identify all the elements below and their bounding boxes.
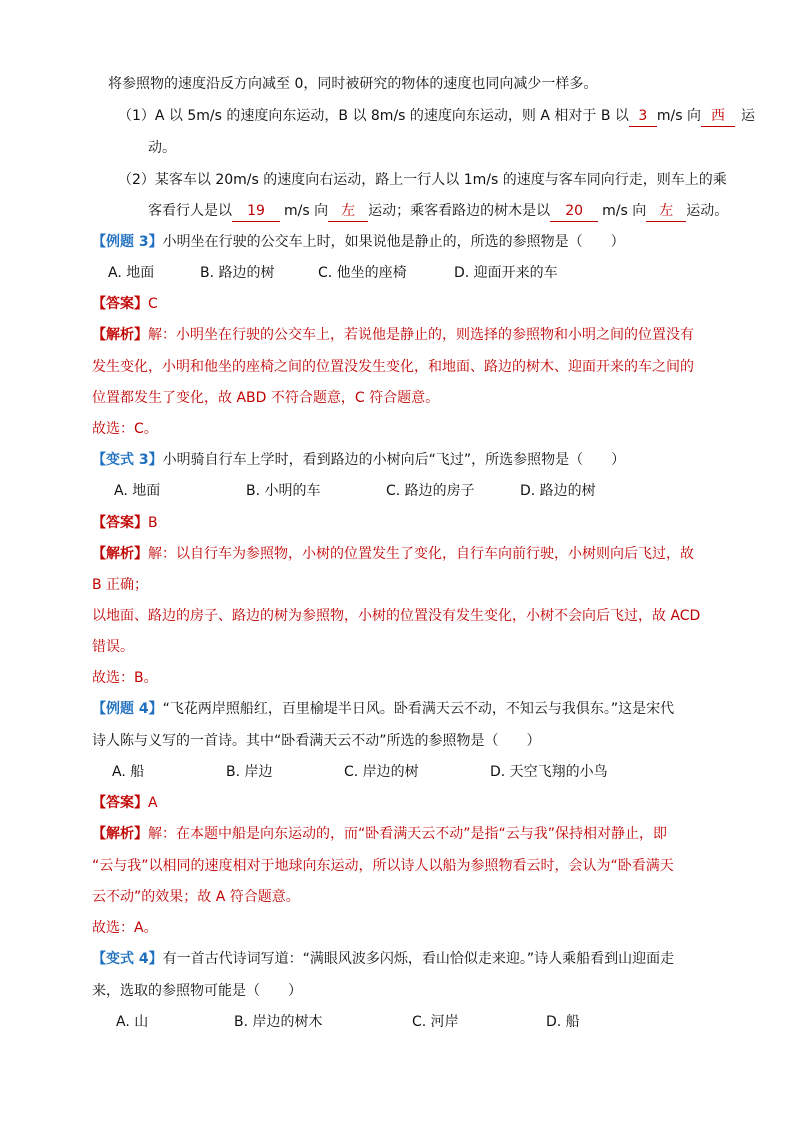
option-d: D. 天空飞翔的小鸟 — [490, 764, 608, 780]
question-text: 来，选取的参照物可能是（ ） — [92, 983, 302, 999]
option-a: A. 山 — [116, 1014, 149, 1030]
answer-line — [92, 294, 158, 314]
answer-tag: 【答案】 — [92, 515, 148, 531]
question-text: 诗人陈与义写的一首诗。其中“卧看满天云不动”所选的参照物是（ ） — [92, 733, 541, 749]
analysis-line: 云不动”的效果；故 A 符合题意。 — [92, 889, 300, 905]
question-2-text: m/s 向 — [602, 203, 647, 219]
analysis-tag: 【解析】 — [92, 327, 148, 343]
option-c: C. 岸边的树 — [344, 764, 419, 780]
question-text: 有一首古代诗词写道：“满眼风波多闪烁，看山恰似走来迎。”诗人乘船看到山迎面走 — [162, 951, 675, 967]
answer-tag: 【答案】 — [92, 795, 148, 811]
analysis-tag: 【解析】 — [92, 546, 148, 562]
question-2-cont — [148, 201, 728, 222]
choice-line: 故选：A。 — [92, 920, 158, 936]
answer-blank: 左 — [646, 201, 686, 222]
analysis-line: 以地面、路边的房子、路边的树为参照物，小树的位置没有发生变化，小树不会向后飞过，故 ACD — [92, 608, 701, 624]
answer-tag: 【答案】 — [92, 296, 148, 312]
option-b: B. 岸边的树木 — [234, 1014, 323, 1030]
analysis-line — [92, 325, 694, 345]
question-2: （2）某客车以 20m/s 的速度向右运动，路上一行人以 1m/s 的速度与客车同向行走，则车上的乘 — [118, 172, 727, 188]
analysis-text: 解：在本题中船是向东运动的，而“卧看满天云不动”是指“云与我”保持相对静止，即 — [148, 826, 668, 842]
option-d: D. 路边的树 — [520, 483, 596, 499]
option-a: A. 船 — [112, 764, 145, 780]
option-c: C. 河岸 — [412, 1014, 459, 1030]
analysis-line: 位置都发生了变化，故 ABD 不符合题意，C 符合题意。 — [92, 390, 440, 406]
question-2-text: 客看行人是以 — [148, 203, 232, 219]
choice-line: 故选：B。 — [92, 670, 158, 686]
question-text: “飞花两岸照船红，百里榆堤半日风。卧看满天云不动，不知云与我俱东。”这是宋代 — [162, 701, 675, 717]
question-text: 小明骑自行车上学时，看到路边的小树向后“飞过”，所选参照物是（ ） — [162, 452, 626, 468]
analysis-line: “云与我”以相同的速度相对于地球向东运动，所以诗人以船为参照物看云时，会认为“卧看满天 — [92, 858, 674, 874]
question-1-cont: 动。 — [148, 140, 176, 156]
question-2-text: 运动；乘客看路边的树木是以 — [368, 203, 551, 219]
option-a: A. 地面 — [114, 483, 161, 499]
analysis-line: 错误。 — [92, 639, 134, 655]
answer-line — [92, 793, 158, 813]
analysis-line: 发生变化，小明和他坐的座椅之间的位置没发生变化，和地面、路边的树木、迎面开来的车之间的 — [92, 359, 694, 375]
answer-value: B — [148, 515, 158, 531]
analysis-text: 解：小明坐在行驶的公交车上，若说他是静止的，则选择的参照物和小明之间的位置没有 — [148, 327, 694, 343]
analysis-tag: 【解析】 — [92, 826, 148, 842]
variant-tag: 【变式 4】 — [92, 951, 163, 967]
answer-blank: 西 — [701, 106, 735, 127]
intro-line: 将参照物的速度沿反方向减至 0，同时被研究的物体的速度也同向减少一样多。 — [108, 76, 598, 92]
answer-line — [92, 513, 158, 533]
analysis-line — [92, 824, 667, 844]
example-4-question — [92, 699, 674, 719]
choice-line: 故选：C。 — [92, 421, 158, 437]
answer-blank: 19 — [232, 201, 280, 222]
example-3-question — [92, 232, 625, 252]
option-b: B. 岸边 — [226, 764, 273, 780]
option-a: A. 地面 — [108, 265, 155, 281]
question-text: 小明坐在行驶的公交车上时，如果说他是静止的，所选的参照物是（ ） — [162, 234, 625, 250]
example-tag: 【例题 4】 — [92, 701, 163, 717]
question-2-text: 运动。 — [686, 203, 729, 219]
answer-blank: 3 — [629, 106, 657, 127]
option-d: D. 迎面开来的车 — [454, 265, 558, 281]
variant-3-question — [92, 450, 625, 470]
answer-blank: 20 — [550, 201, 598, 222]
answer-value: A — [148, 795, 158, 811]
option-c: C. 他坐的座椅 — [318, 265, 407, 281]
example-tag: 【例题 3】 — [92, 234, 163, 250]
answer-blank: 左 — [328, 201, 368, 222]
question-1 — [118, 106, 755, 127]
question-1-text: （1）A 以 5m/s 的速度向东运动，B 以 8m/s 的速度向东运动，则 A 相对于 B 以 — [118, 108, 629, 124]
option-c: C. 路边的房子 — [386, 483, 475, 499]
question-2-text: m/s 向 — [284, 203, 329, 219]
analysis-line: B 正确； — [92, 577, 149, 593]
option-d: D. 船 — [546, 1014, 580, 1030]
option-b: B. 小明的车 — [246, 483, 321, 499]
question-1-text: 运 — [741, 108, 755, 124]
variant-4-question — [92, 949, 674, 969]
option-b: B. 路边的树 — [200, 265, 275, 281]
variant-tag: 【变式 3】 — [92, 452, 163, 468]
answer-value: C — [148, 296, 158, 312]
analysis-line — [92, 544, 694, 564]
question-1-text: m/s 向 — [656, 108, 701, 124]
analysis-text: 解：以自行车为参照物，小树的位置发生了变化，自行车向前行驶，小树则向后飞过，故 — [148, 546, 694, 562]
